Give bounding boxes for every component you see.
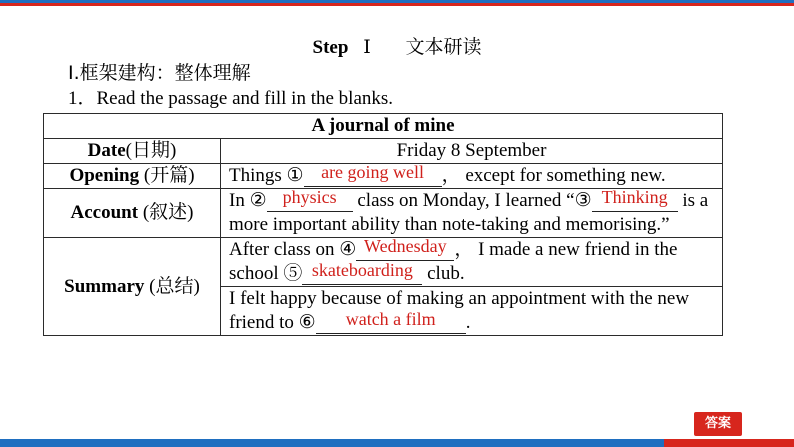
blank-5 xyxy=(302,260,422,285)
top-accent-bar xyxy=(0,0,794,6)
table-row-opening xyxy=(44,164,723,189)
table-title-row xyxy=(44,114,723,139)
answer-5: skateboarding xyxy=(311,260,413,280)
row-content-date: Friday 8 September xyxy=(221,139,723,164)
section-heading: Ⅰ.框架建构：整体理解 xyxy=(68,62,251,84)
blank-4 xyxy=(356,236,454,261)
table-row-date xyxy=(44,139,723,164)
answer-button[interactable]: 答案 xyxy=(694,412,742,436)
row-label-account: Account (叙述) xyxy=(44,189,221,238)
step-title xyxy=(0,32,794,59)
row-label-opening: Opening (开篇) xyxy=(44,164,221,189)
step-number: Ⅰ xyxy=(363,37,371,58)
journal-table xyxy=(43,113,723,336)
blank-1 xyxy=(304,162,442,187)
table-row-summary-a xyxy=(44,238,723,287)
blank-6 xyxy=(316,309,466,334)
row-content-opening: Things ① are going well ， except for something new. xyxy=(221,164,723,189)
row-content-summary-a: After class on ④ Wednesday ， I made a new friend in the school ⑤ skateboarding club. xyxy=(221,238,723,287)
answer-1: are going well xyxy=(321,162,425,182)
row-label-summary: Summary (总结) xyxy=(44,238,221,336)
bottom-accent-bar xyxy=(0,439,794,447)
step-label: Step xyxy=(312,37,349,58)
answer-6: watch a film xyxy=(345,309,436,329)
row-label-date: Date(日期) xyxy=(44,139,221,164)
row-content-summary-b: I felt happy because of making an appointment with the new friend to ⑥ watch a film . xyxy=(221,287,723,336)
top-red-stripe xyxy=(0,3,794,6)
blank-2 xyxy=(267,187,353,212)
blank-3 xyxy=(592,187,678,212)
answer-2: physics xyxy=(282,187,337,207)
bottom-red-segment xyxy=(664,439,794,447)
answer-4: Wednesday xyxy=(364,236,447,256)
answer-3: Thinking xyxy=(601,187,668,207)
table-title: A journal of mine xyxy=(44,114,723,139)
table-row-account xyxy=(44,189,723,238)
instruction-text: 1．Read the passage and fill in the blanks. xyxy=(68,88,394,109)
step-name: 文本研读 xyxy=(405,37,482,58)
row-content-account: In ② physics class on Monday, I learned “③ Thinking is a more important ability than note-taking and memorising.” xyxy=(221,189,723,238)
